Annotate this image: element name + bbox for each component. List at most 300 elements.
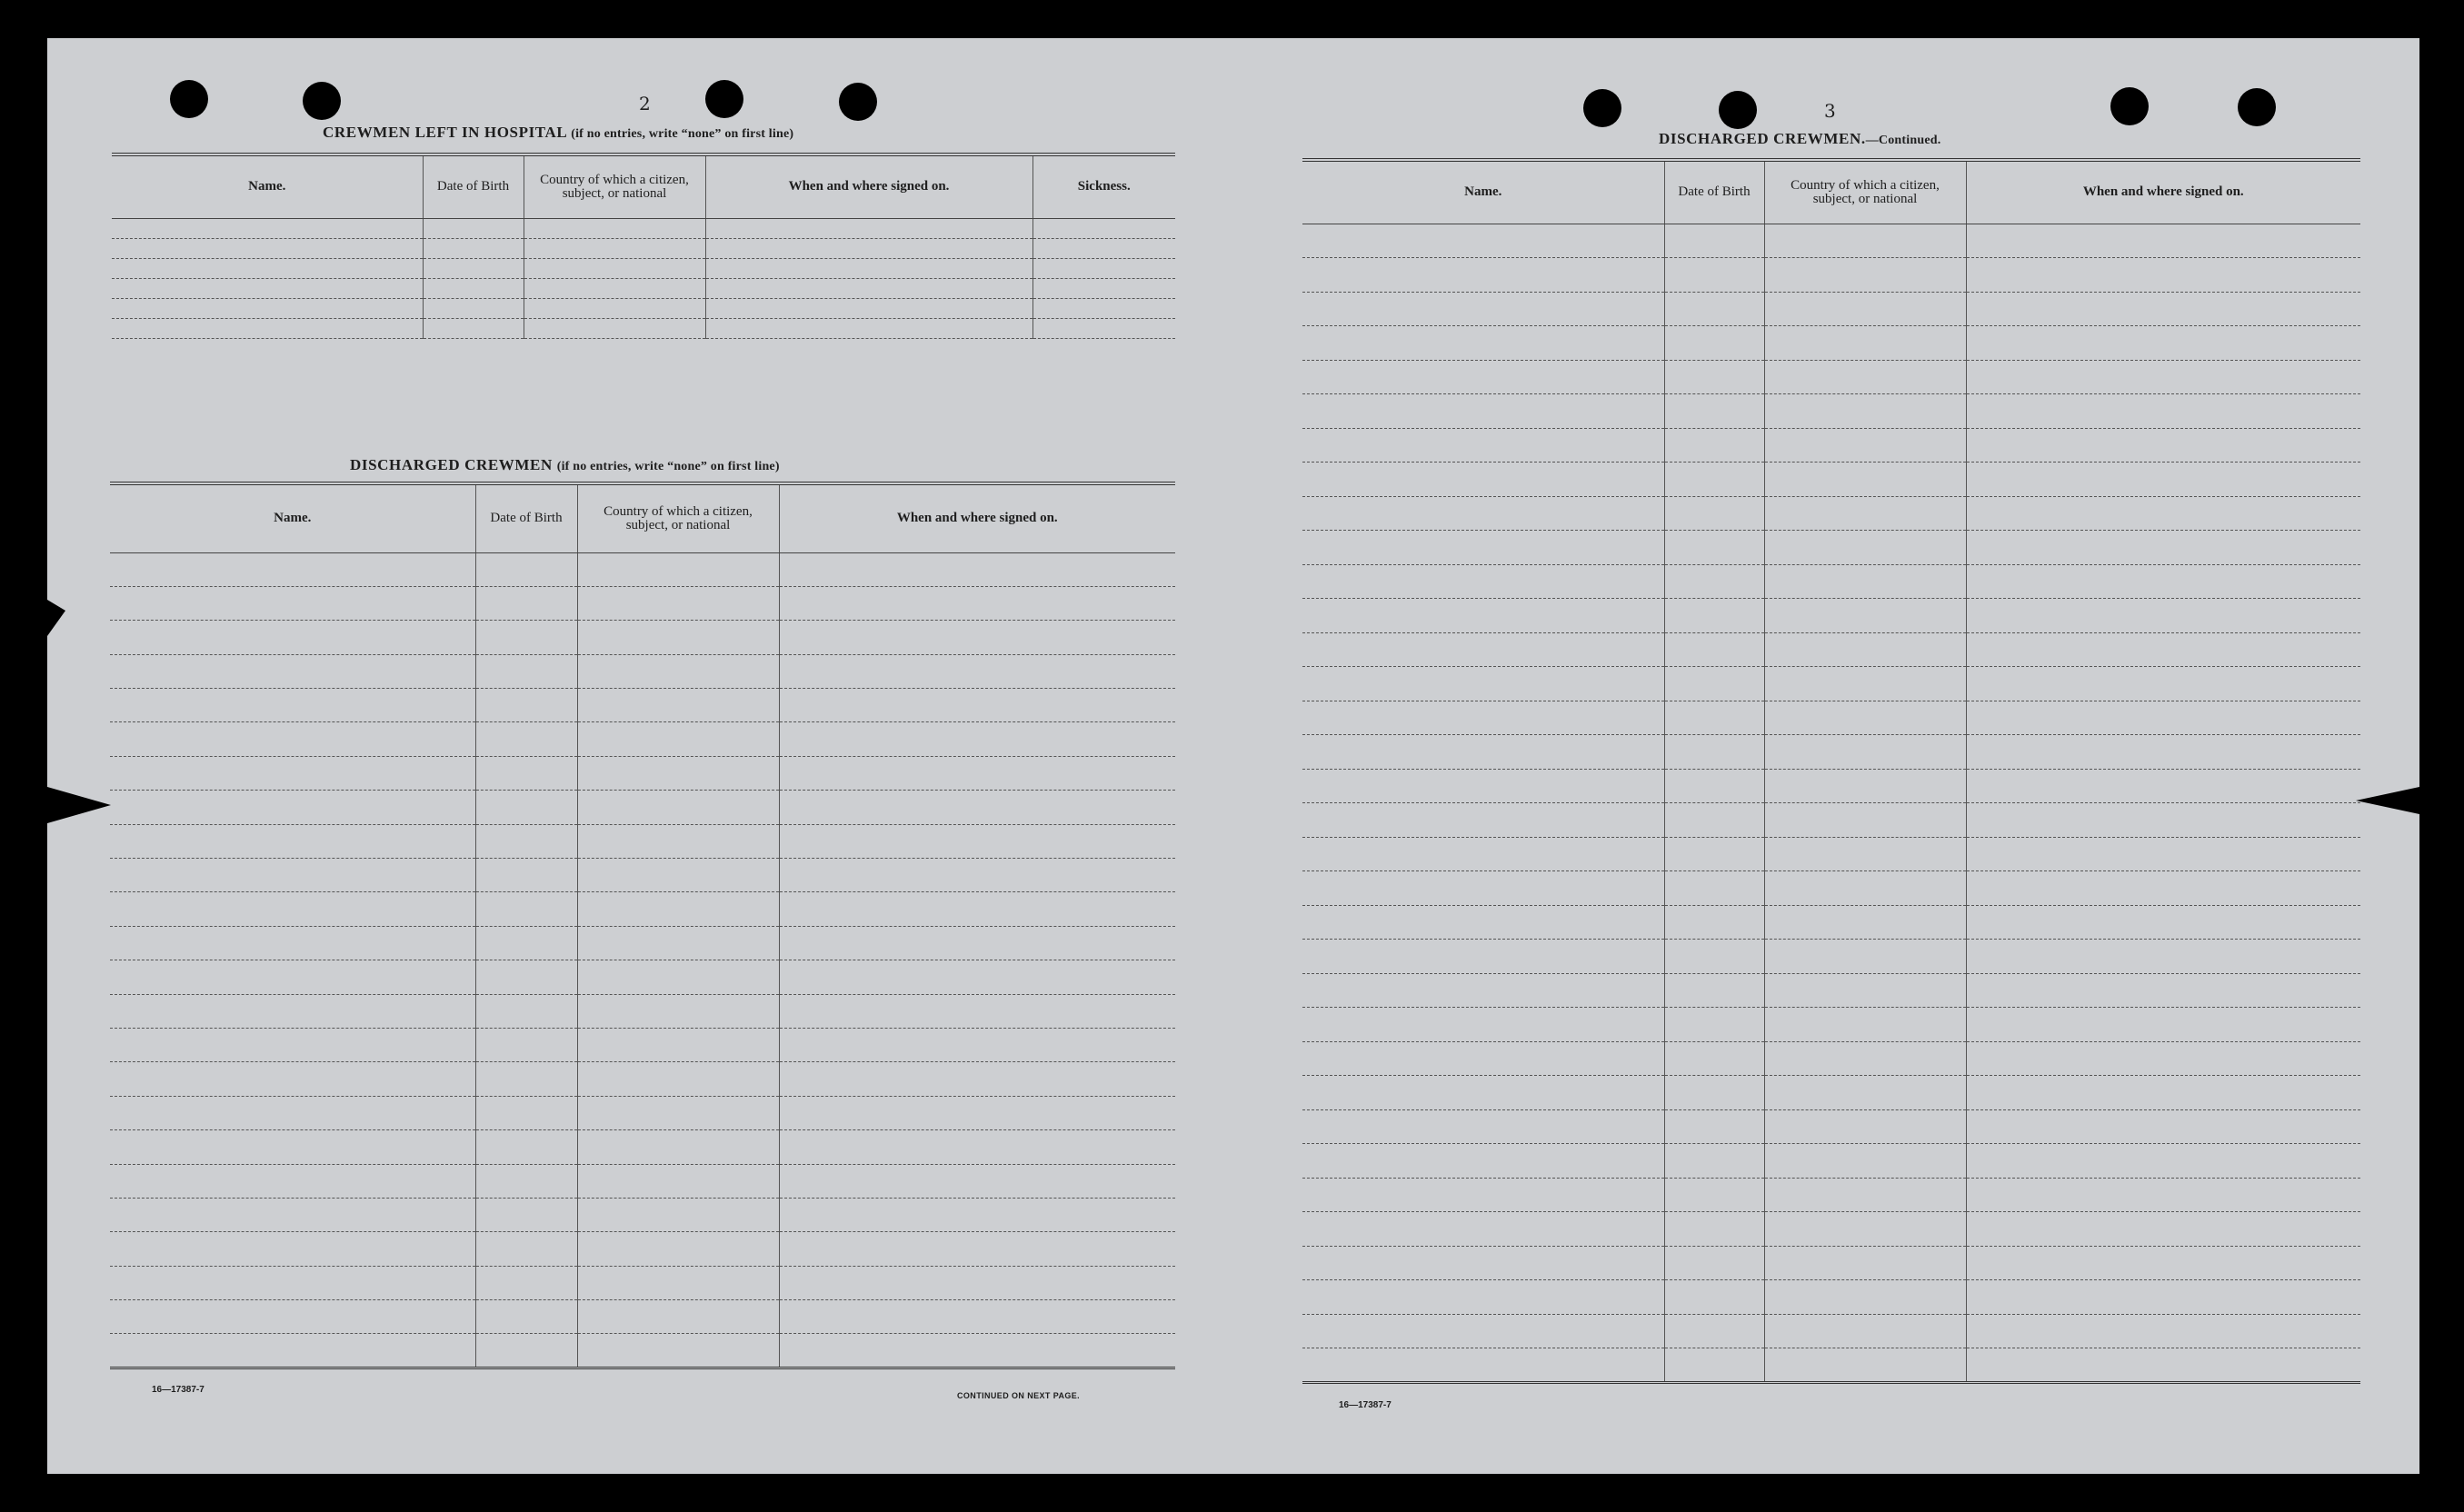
name-cell[interactable] [110, 960, 475, 994]
country-cell[interactable] [577, 1334, 779, 1368]
signed-on-cell[interactable] [1966, 1144, 2360, 1179]
signed-on-cell[interactable] [1966, 1348, 2360, 1383]
table-row [1302, 1246, 2360, 1280]
name-cell[interactable] [110, 1062, 475, 1096]
signed-on-cell[interactable] [1966, 326, 2360, 361]
punch-hole [1719, 91, 1757, 129]
country-cell[interactable] [1764, 394, 1966, 429]
table-row [1302, 667, 2360, 701]
country-cell[interactable] [1764, 1246, 1966, 1280]
signed-on-cell[interactable] [779, 1164, 1175, 1198]
signed-on-cell[interactable] [779, 791, 1175, 824]
country-cell[interactable] [577, 1198, 779, 1231]
dob-cell[interactable] [475, 791, 577, 824]
name-cell[interactable] [112, 278, 423, 298]
signed-on-cell[interactable] [779, 926, 1175, 960]
dob-cell[interactable] [1664, 1314, 1764, 1348]
country-cell[interactable] [577, 892, 779, 926]
dob-cell[interactable] [1664, 769, 1764, 803]
name-cell[interactable] [110, 926, 475, 960]
dob-cell[interactable] [1664, 292, 1764, 326]
signed-on-cell[interactable] [1966, 496, 2360, 531]
country-cell[interactable] [1764, 973, 1966, 1008]
name-cell[interactable] [1302, 531, 1664, 565]
country-cell[interactable] [1764, 871, 1966, 906]
country-cell[interactable] [1764, 769, 1966, 803]
name-cell[interactable] [110, 824, 475, 858]
table-row [110, 1028, 1175, 1061]
country-cell[interactable] [1764, 1178, 1966, 1212]
signed-on-cell[interactable] [1966, 428, 2360, 463]
dob-cell[interactable] [1664, 1109, 1764, 1144]
country-cell[interactable] [1764, 905, 1966, 940]
name-cell[interactable] [1302, 769, 1664, 803]
dob-cell[interactable] [1664, 1246, 1764, 1280]
country-cell[interactable] [1764, 632, 1966, 667]
country-cell[interactable] [577, 1164, 779, 1198]
name-cell[interactable] [110, 994, 475, 1028]
dob-cell[interactable] [1664, 1144, 1764, 1179]
dob-cell[interactable] [475, 960, 577, 994]
signed-on-cell[interactable] [1966, 701, 2360, 735]
name-cell[interactable] [112, 258, 423, 278]
signed-on-cell[interactable] [1966, 360, 2360, 394]
country-cell[interactable] [1764, 701, 1966, 735]
dob-cell[interactable] [475, 1266, 577, 1299]
name-cell[interactable] [1302, 1314, 1664, 1348]
name-cell[interactable] [110, 586, 475, 620]
country-cell[interactable] [577, 791, 779, 824]
dob-cell[interactable] [1664, 531, 1764, 565]
signed-on-cell[interactable] [779, 756, 1175, 790]
dob-cell[interactable] [1664, 667, 1764, 701]
signed-on-cell[interactable] [779, 1028, 1175, 1061]
signed-on-cell[interactable] [1966, 292, 2360, 326]
name-cell[interactable] [110, 1164, 475, 1198]
signed-on-cell[interactable] [779, 1198, 1175, 1231]
table-row [1302, 1212, 2360, 1247]
signed-on-cell[interactable] [705, 318, 1032, 338]
name-cell[interactable] [1302, 1109, 1664, 1144]
dob-cell[interactable] [1664, 496, 1764, 531]
dob-cell[interactable] [1664, 837, 1764, 871]
dob-cell[interactable] [1664, 360, 1764, 394]
table-row [112, 258, 1175, 278]
dob-cell[interactable] [475, 859, 577, 892]
name-cell[interactable] [1302, 735, 1664, 770]
country-cell[interactable] [577, 1096, 779, 1129]
signed-on-cell[interactable] [1966, 735, 2360, 770]
country-cell[interactable] [577, 859, 779, 892]
signed-on-cell[interactable] [779, 1334, 1175, 1368]
dob-cell[interactable] [1664, 1008, 1764, 1042]
name-cell[interactable] [1302, 1348, 1664, 1383]
signed-on-cell[interactable] [705, 278, 1032, 298]
table-row [1302, 1178, 2360, 1212]
sickness-cell[interactable] [1032, 258, 1175, 278]
table-row [112, 238, 1175, 258]
dob-cell[interactable] [1664, 463, 1764, 497]
country-cell[interactable] [1764, 1348, 1966, 1383]
dob-cell[interactable] [423, 318, 524, 338]
table-row [1302, 224, 2360, 258]
country-cell[interactable] [524, 218, 705, 238]
country-cell[interactable] [524, 318, 705, 338]
signed-on-cell[interactable] [1966, 1008, 2360, 1042]
table-row [110, 960, 1175, 994]
name-cell[interactable] [1302, 803, 1664, 838]
name-cell[interactable] [110, 1028, 475, 1061]
name-cell[interactable] [110, 892, 475, 926]
sickness-cell[interactable] [1032, 278, 1175, 298]
name-cell[interactable] [110, 756, 475, 790]
country-cell[interactable] [577, 552, 779, 586]
discharged-instruction: (if no entries, write “none” on first line) [556, 460, 780, 473]
dob-cell[interactable] [1664, 735, 1764, 770]
country-cell[interactable] [577, 1266, 779, 1299]
dob-cell[interactable] [1664, 701, 1764, 735]
name-cell[interactable] [110, 1334, 475, 1368]
country-cell[interactable] [524, 298, 705, 318]
name-cell[interactable] [1302, 1212, 1664, 1247]
country-cell[interactable] [1764, 599, 1966, 633]
discharged-table-left [110, 482, 1175, 1369]
table-row [110, 994, 1175, 1028]
name-cell[interactable] [110, 1300, 475, 1334]
signed-on-cell[interactable] [779, 586, 1175, 620]
dob-cell[interactable] [475, 552, 577, 586]
dob-cell[interactable] [1664, 1280, 1764, 1315]
table-row [110, 926, 1175, 960]
signed-on-cell[interactable] [1966, 973, 2360, 1008]
dob-cell[interactable] [1664, 258, 1764, 293]
name-cell[interactable] [1302, 360, 1664, 394]
signed-on-cell[interactable] [779, 1130, 1175, 1164]
signed-on-cell[interactable] [1966, 531, 2360, 565]
name-cell[interactable] [1302, 326, 1664, 361]
name-cell[interactable] [110, 689, 475, 722]
table-row [1302, 531, 2360, 565]
country-cell[interactable] [577, 654, 779, 688]
name-cell[interactable] [1302, 632, 1664, 667]
signed-on-cell[interactable] [705, 258, 1032, 278]
table-row [112, 318, 1175, 338]
name-cell[interactable] [1302, 428, 1664, 463]
country-cell[interactable] [524, 258, 705, 278]
dob-cell[interactable] [475, 1164, 577, 1198]
dob-cell[interactable] [423, 238, 524, 258]
dob-cell[interactable] [475, 994, 577, 1028]
dob-cell[interactable] [475, 1062, 577, 1096]
dob-cell[interactable] [475, 1198, 577, 1231]
dob-cell[interactable] [423, 278, 524, 298]
name-cell[interactable] [110, 552, 475, 586]
name-cell[interactable] [1302, 837, 1664, 871]
country-cell[interactable] [1764, 564, 1966, 599]
signed-on-cell[interactable] [779, 994, 1175, 1028]
name-cell[interactable] [1302, 1041, 1664, 1076]
name-cell[interactable] [1302, 394, 1664, 429]
signed-on-cell[interactable] [1966, 803, 2360, 838]
signed-on-cell[interactable] [779, 960, 1175, 994]
name-cell[interactable] [1302, 1008, 1664, 1042]
dob-cell[interactable] [475, 1130, 577, 1164]
signed-on-cell[interactable] [1966, 564, 2360, 599]
name-cell[interactable] [1302, 224, 1664, 258]
country-cell[interactable] [1764, 1280, 1966, 1315]
country-cell[interactable] [1764, 531, 1966, 565]
name-cell[interactable] [110, 654, 475, 688]
name-cell[interactable] [1302, 292, 1664, 326]
dob-cell[interactable] [423, 258, 524, 278]
country-cell[interactable] [577, 1300, 779, 1334]
signed-on-cell[interactable] [779, 1096, 1175, 1129]
name-cell[interactable] [110, 1266, 475, 1299]
dob-cell[interactable] [1664, 1178, 1764, 1212]
country-cell[interactable] [577, 1232, 779, 1266]
dob-cell[interactable] [1664, 632, 1764, 667]
name-cell[interactable] [110, 722, 475, 756]
name-cell[interactable] [1302, 496, 1664, 531]
signed-on-cell[interactable] [779, 1300, 1175, 1334]
dob-cell[interactable] [475, 1334, 577, 1368]
country-cell[interactable] [1764, 803, 1966, 838]
dob-cell[interactable] [475, 1096, 577, 1129]
signed-on-cell[interactable] [779, 722, 1175, 756]
dob-cell[interactable] [475, 824, 577, 858]
dob-cell[interactable] [1664, 940, 1764, 974]
table-row [1302, 701, 2360, 735]
signed-on-cell[interactable] [1966, 1178, 2360, 1212]
country-cell[interactable] [1764, 224, 1966, 258]
country-cell[interactable] [1764, 258, 1966, 293]
table-row [1302, 292, 2360, 326]
table-row [1302, 258, 2360, 293]
dob-cell[interactable] [1664, 1348, 1764, 1383]
country-cell[interactable] [1764, 1109, 1966, 1144]
name-cell[interactable] [1302, 871, 1664, 906]
name-cell[interactable] [1302, 258, 1664, 293]
country-cell[interactable] [1764, 1144, 1966, 1179]
table-row [110, 552, 1175, 586]
dob-cell[interactable] [475, 654, 577, 688]
country-cell[interactable] [577, 621, 779, 654]
country-cell[interactable] [524, 238, 705, 258]
name-cell[interactable] [110, 1130, 475, 1164]
signed-on-cell[interactable] [1966, 905, 2360, 940]
country-cell[interactable] [577, 1028, 779, 1061]
column-header-country: Country of which a citizen, subject, or national [524, 154, 705, 218]
dob-cell[interactable] [475, 1300, 577, 1334]
signed-on-cell[interactable] [779, 1266, 1175, 1299]
country-cell[interactable] [1764, 1314, 1966, 1348]
signed-on-cell[interactable] [1966, 1041, 2360, 1076]
dob-cell[interactable] [1664, 973, 1764, 1008]
signed-on-cell[interactable] [1966, 1109, 2360, 1144]
signed-on-cell[interactable] [1966, 1246, 2360, 1280]
name-cell[interactable] [110, 1198, 475, 1231]
country-cell[interactable] [1764, 326, 1966, 361]
country-cell[interactable] [577, 756, 779, 790]
name-cell[interactable] [1302, 940, 1664, 974]
signed-on-cell[interactable] [1966, 667, 2360, 701]
name-cell[interactable] [112, 318, 423, 338]
name-cell[interactable] [1302, 701, 1664, 735]
dob-cell[interactable] [1664, 1076, 1764, 1110]
name-cell[interactable] [112, 218, 423, 238]
country-cell[interactable] [577, 824, 779, 858]
dob-cell[interactable] [1664, 871, 1764, 906]
column-header-date-of-birth: Date of Birth [423, 154, 524, 218]
sickness-cell[interactable] [1032, 298, 1175, 318]
table-row [1302, 973, 2360, 1008]
country-cell[interactable] [1764, 1076, 1966, 1110]
signed-on-cell[interactable] [1966, 224, 2360, 258]
country-cell[interactable] [524, 278, 705, 298]
table-row [110, 722, 1175, 756]
signed-on-cell[interactable] [1966, 1212, 2360, 1247]
name-cell[interactable] [1302, 973, 1664, 1008]
name-cell[interactable] [1302, 1246, 1664, 1280]
sickness-cell[interactable] [1032, 318, 1175, 338]
sickness-cell[interactable] [1032, 218, 1175, 238]
signed-on-cell[interactable] [1966, 769, 2360, 803]
country-cell[interactable] [1764, 1041, 1966, 1076]
country-cell[interactable] [577, 926, 779, 960]
dob-cell[interactable] [475, 689, 577, 722]
country-cell[interactable] [1764, 463, 1966, 497]
form-code: 16—17387-7 [152, 1385, 205, 1395]
dob-cell[interactable] [1664, 599, 1764, 633]
signed-on-cell[interactable] [1966, 871, 2360, 906]
country-cell[interactable] [577, 960, 779, 994]
discharged-continued-title [1659, 130, 1940, 148]
country-cell[interactable] [577, 722, 779, 756]
signed-on-cell[interactable] [705, 218, 1032, 238]
dob-cell[interactable] [475, 586, 577, 620]
punch-hole [705, 80, 743, 118]
country-cell[interactable] [1764, 837, 1966, 871]
country-cell[interactable] [577, 994, 779, 1028]
dob-cell[interactable] [475, 926, 577, 960]
signed-on-cell[interactable] [1966, 1280, 2360, 1315]
dob-cell[interactable] [423, 218, 524, 238]
name-cell[interactable] [1302, 599, 1664, 633]
table-row [1302, 905, 2360, 940]
dob-cell[interactable] [1664, 224, 1764, 258]
signed-on-cell[interactable] [1966, 632, 2360, 667]
table-row [1302, 1144, 2360, 1179]
signed-on-cell[interactable] [1966, 940, 2360, 974]
signed-on-cell[interactable] [1966, 599, 2360, 633]
signed-on-cell[interactable] [1966, 837, 2360, 871]
country-cell[interactable] [577, 1130, 779, 1164]
table-row [1302, 599, 2360, 633]
country-cell[interactable] [1764, 360, 1966, 394]
table-row [110, 1164, 1175, 1198]
dob-cell[interactable] [475, 722, 577, 756]
signed-on-cell[interactable] [779, 1062, 1175, 1096]
dob-cell[interactable] [1664, 326, 1764, 361]
hospital-instruction: (if no entries, write “none” on first line) [571, 127, 794, 141]
name-cell[interactable] [1302, 1076, 1664, 1110]
signed-on-cell[interactable] [705, 238, 1032, 258]
name-cell[interactable] [1302, 1144, 1664, 1179]
country-cell[interactable] [1764, 496, 1966, 531]
dob-cell[interactable] [1664, 428, 1764, 463]
name-cell[interactable] [1302, 564, 1664, 599]
signed-on-cell[interactable] [1966, 1314, 2360, 1348]
signed-on-cell[interactable] [779, 689, 1175, 722]
name-cell[interactable] [1302, 1178, 1664, 1212]
country-cell[interactable] [1764, 1212, 1966, 1247]
dob-cell[interactable] [1664, 803, 1764, 838]
name-cell[interactable] [110, 621, 475, 654]
dob-cell[interactable] [1664, 394, 1764, 429]
signed-on-cell[interactable] [1966, 463, 2360, 497]
dob-cell[interactable] [423, 298, 524, 318]
dob-cell[interactable] [1664, 1212, 1764, 1247]
table-row [1302, 632, 2360, 667]
signed-on-cell[interactable] [705, 298, 1032, 318]
name-cell[interactable] [1302, 667, 1664, 701]
dob-cell[interactable] [475, 756, 577, 790]
country-cell[interactable] [577, 1062, 779, 1096]
country-cell[interactable] [1764, 667, 1966, 701]
table-row [110, 1266, 1175, 1299]
country-cell[interactable] [1764, 1008, 1966, 1042]
dob-cell[interactable] [475, 1028, 577, 1061]
dob-cell[interactable] [475, 621, 577, 654]
signed-on-cell[interactable] [779, 621, 1175, 654]
signed-on-cell[interactable] [1966, 258, 2360, 293]
country-cell[interactable] [1764, 428, 1966, 463]
name-cell[interactable] [110, 1232, 475, 1266]
table-row [1302, 1314, 2360, 1348]
dob-cell[interactable] [1664, 564, 1764, 599]
country-cell[interactable] [1764, 292, 1966, 326]
name-cell[interactable] [110, 1096, 475, 1129]
signed-on-cell[interactable] [779, 552, 1175, 586]
continued-suffix: —Continued. [1865, 134, 1941, 147]
signed-on-cell[interactable] [779, 1232, 1175, 1266]
country-cell[interactable] [1764, 940, 1966, 974]
country-cell[interactable] [1764, 735, 1966, 770]
dob-cell[interactable] [1664, 905, 1764, 940]
signed-on-cell[interactable] [1966, 1076, 2360, 1110]
dob-cell[interactable] [475, 892, 577, 926]
country-cell[interactable] [577, 689, 779, 722]
signed-on-cell[interactable] [779, 859, 1175, 892]
name-cell[interactable] [112, 238, 423, 258]
punch-hole [303, 82, 341, 120]
dob-cell[interactable] [1664, 1041, 1764, 1076]
signed-on-cell[interactable] [1966, 394, 2360, 429]
table-row [1302, 564, 2360, 599]
signed-on-cell[interactable] [779, 892, 1175, 926]
dob-cell[interactable] [475, 1232, 577, 1266]
name-cell[interactable] [110, 859, 475, 892]
name-cell[interactable] [112, 298, 423, 318]
name-cell[interactable] [1302, 463, 1664, 497]
name-cell[interactable] [110, 791, 475, 824]
name-cell[interactable] [1302, 1280, 1664, 1315]
signed-on-cell[interactable] [779, 824, 1175, 858]
signed-on-cell[interactable] [779, 654, 1175, 688]
name-cell[interactable] [1302, 905, 1664, 940]
country-cell[interactable] [577, 586, 779, 620]
sickness-cell[interactable] [1032, 238, 1175, 258]
